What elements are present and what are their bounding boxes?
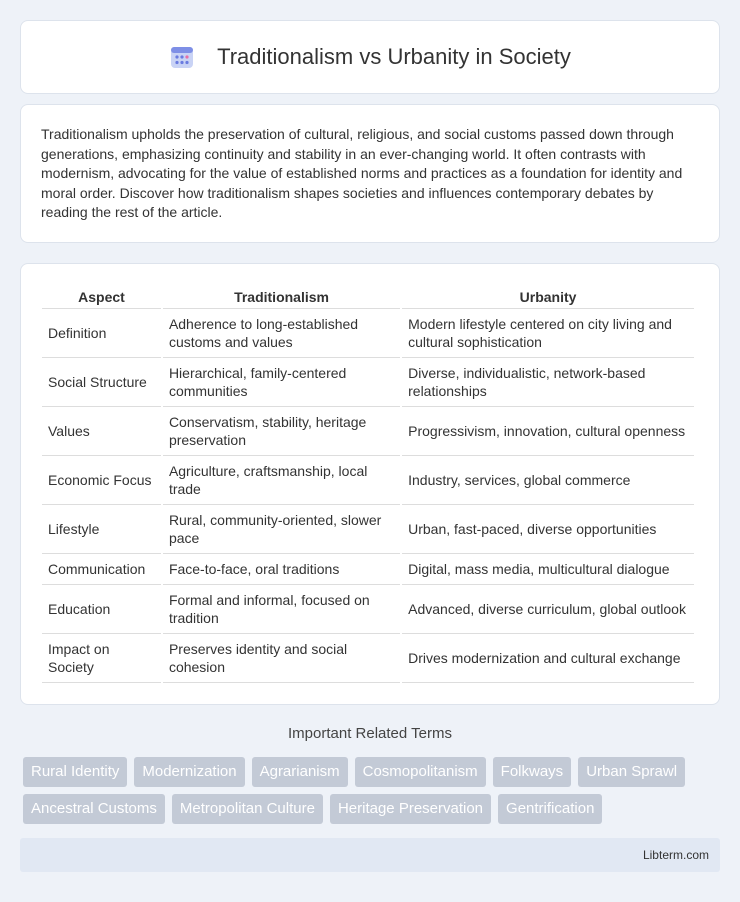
tag-heritage-preservation[interactable]: Heritage Preservation <box>330 794 491 824</box>
table-cell: Industry, services, global commerce <box>402 456 694 505</box>
table-cell: Digital, mass media, multicultural dialogue <box>402 554 694 585</box>
table-row <box>42 309 694 358</box>
table-cell: Formal and informal, focused on tradition <box>163 585 400 634</box>
tag-ancestral-customs[interactable]: Ancestral Customs <box>23 794 165 824</box>
table-cell: Lifestyle <box>42 505 161 554</box>
tag-row <box>23 757 723 787</box>
table-cell: Social Structure <box>42 358 161 407</box>
column-header-urbanity: Urbanity <box>402 284 694 309</box>
related-terms-title: Important Related Terms <box>288 725 452 742</box>
footer-site-link[interactable]: Libterm.com <box>642 848 709 862</box>
table-cell: Communication <box>42 554 161 585</box>
tag-folkways[interactable]: Folkways <box>493 757 572 787</box>
table-cell: Urban, fast-paced, diverse opportunities <box>402 505 694 554</box>
table-cell: Definition <box>42 309 161 358</box>
tag-gentrification[interactable]: Gentrification <box>498 794 602 824</box>
table-row <box>42 456 694 505</box>
footer <box>20 838 720 872</box>
column-header-aspect: Aspect <box>42 284 161 309</box>
tag-agrarianism[interactable]: Agrarianism <box>252 757 348 787</box>
table-row <box>42 634 694 683</box>
comparison-table <box>40 284 696 683</box>
table-header-row <box>42 284 694 309</box>
tag-metropolitan-culture[interactable]: Metropolitan Culture <box>172 794 323 824</box>
column-header-traditionalism: Traditionalism <box>163 284 400 309</box>
table-row <box>42 358 694 407</box>
table-cell: Rural, community-oriented, slower pace <box>163 505 400 554</box>
table-cell: Diverse, individualistic, network-based relationships <box>402 358 694 407</box>
page-title: Traditionalism vs Urbanity in Society <box>217 44 571 69</box>
table-row <box>42 407 694 456</box>
table-cell: Progressivism, innovation, cultural openness <box>402 407 694 456</box>
tag-row <box>23 794 723 824</box>
table-cell: Adherence to long-established customs and values <box>163 309 400 358</box>
table-cell: Face-to-face, oral traditions <box>163 554 400 585</box>
table-row <box>42 554 694 585</box>
comparison-table-card <box>20 263 720 705</box>
table-cell: Advanced, diverse curriculum, global outlook <box>402 585 694 634</box>
table-cell: Preserves identity and social cohesion <box>163 634 400 683</box>
table-cell: Values <box>42 407 161 456</box>
table-cell: Education <box>42 585 161 634</box>
tag-modernization[interactable]: Modernization <box>134 757 244 787</box>
tag-rural-identity[interactable]: Rural Identity <box>23 757 127 787</box>
calendar-grid-icon <box>169 44 195 70</box>
table-row <box>42 585 694 634</box>
tag-urban-sprawl[interactable]: Urban Sprawl <box>578 757 685 787</box>
table-row <box>42 505 694 554</box>
table-cell: Drives modernization and cultural exchange <box>402 634 694 683</box>
table-cell: Agriculture, craftsmanship, local trade <box>163 456 400 505</box>
table-cell: Economic Focus <box>42 456 161 505</box>
table-cell: Impact on Society <box>42 634 161 683</box>
header-card <box>20 20 720 94</box>
tag-cosmopolitanism[interactable]: Cosmopolitanism <box>355 757 486 787</box>
related-terms-tags <box>23 757 723 831</box>
table-cell: Hierarchical, family-centered communities <box>163 358 400 407</box>
table-cell: Conservatism, stability, heritage preservation <box>163 407 400 456</box>
table-cell: Modern lifestyle centered on city living and cultural sophistication <box>402 309 694 358</box>
intro-card <box>20 104 720 243</box>
intro-text: Traditionalism upholds the preservation of cultural, religious, and social customs passed down through generations, emphasizing continuity and stability in an ever-changing world. It often contrasts with modernism, advocating for the value of established norms and practices as a foundation for identity and moral order. Discover how traditionalism shapes societies and influences contemporary debates by reading the rest of the article. <box>41 126 683 221</box>
